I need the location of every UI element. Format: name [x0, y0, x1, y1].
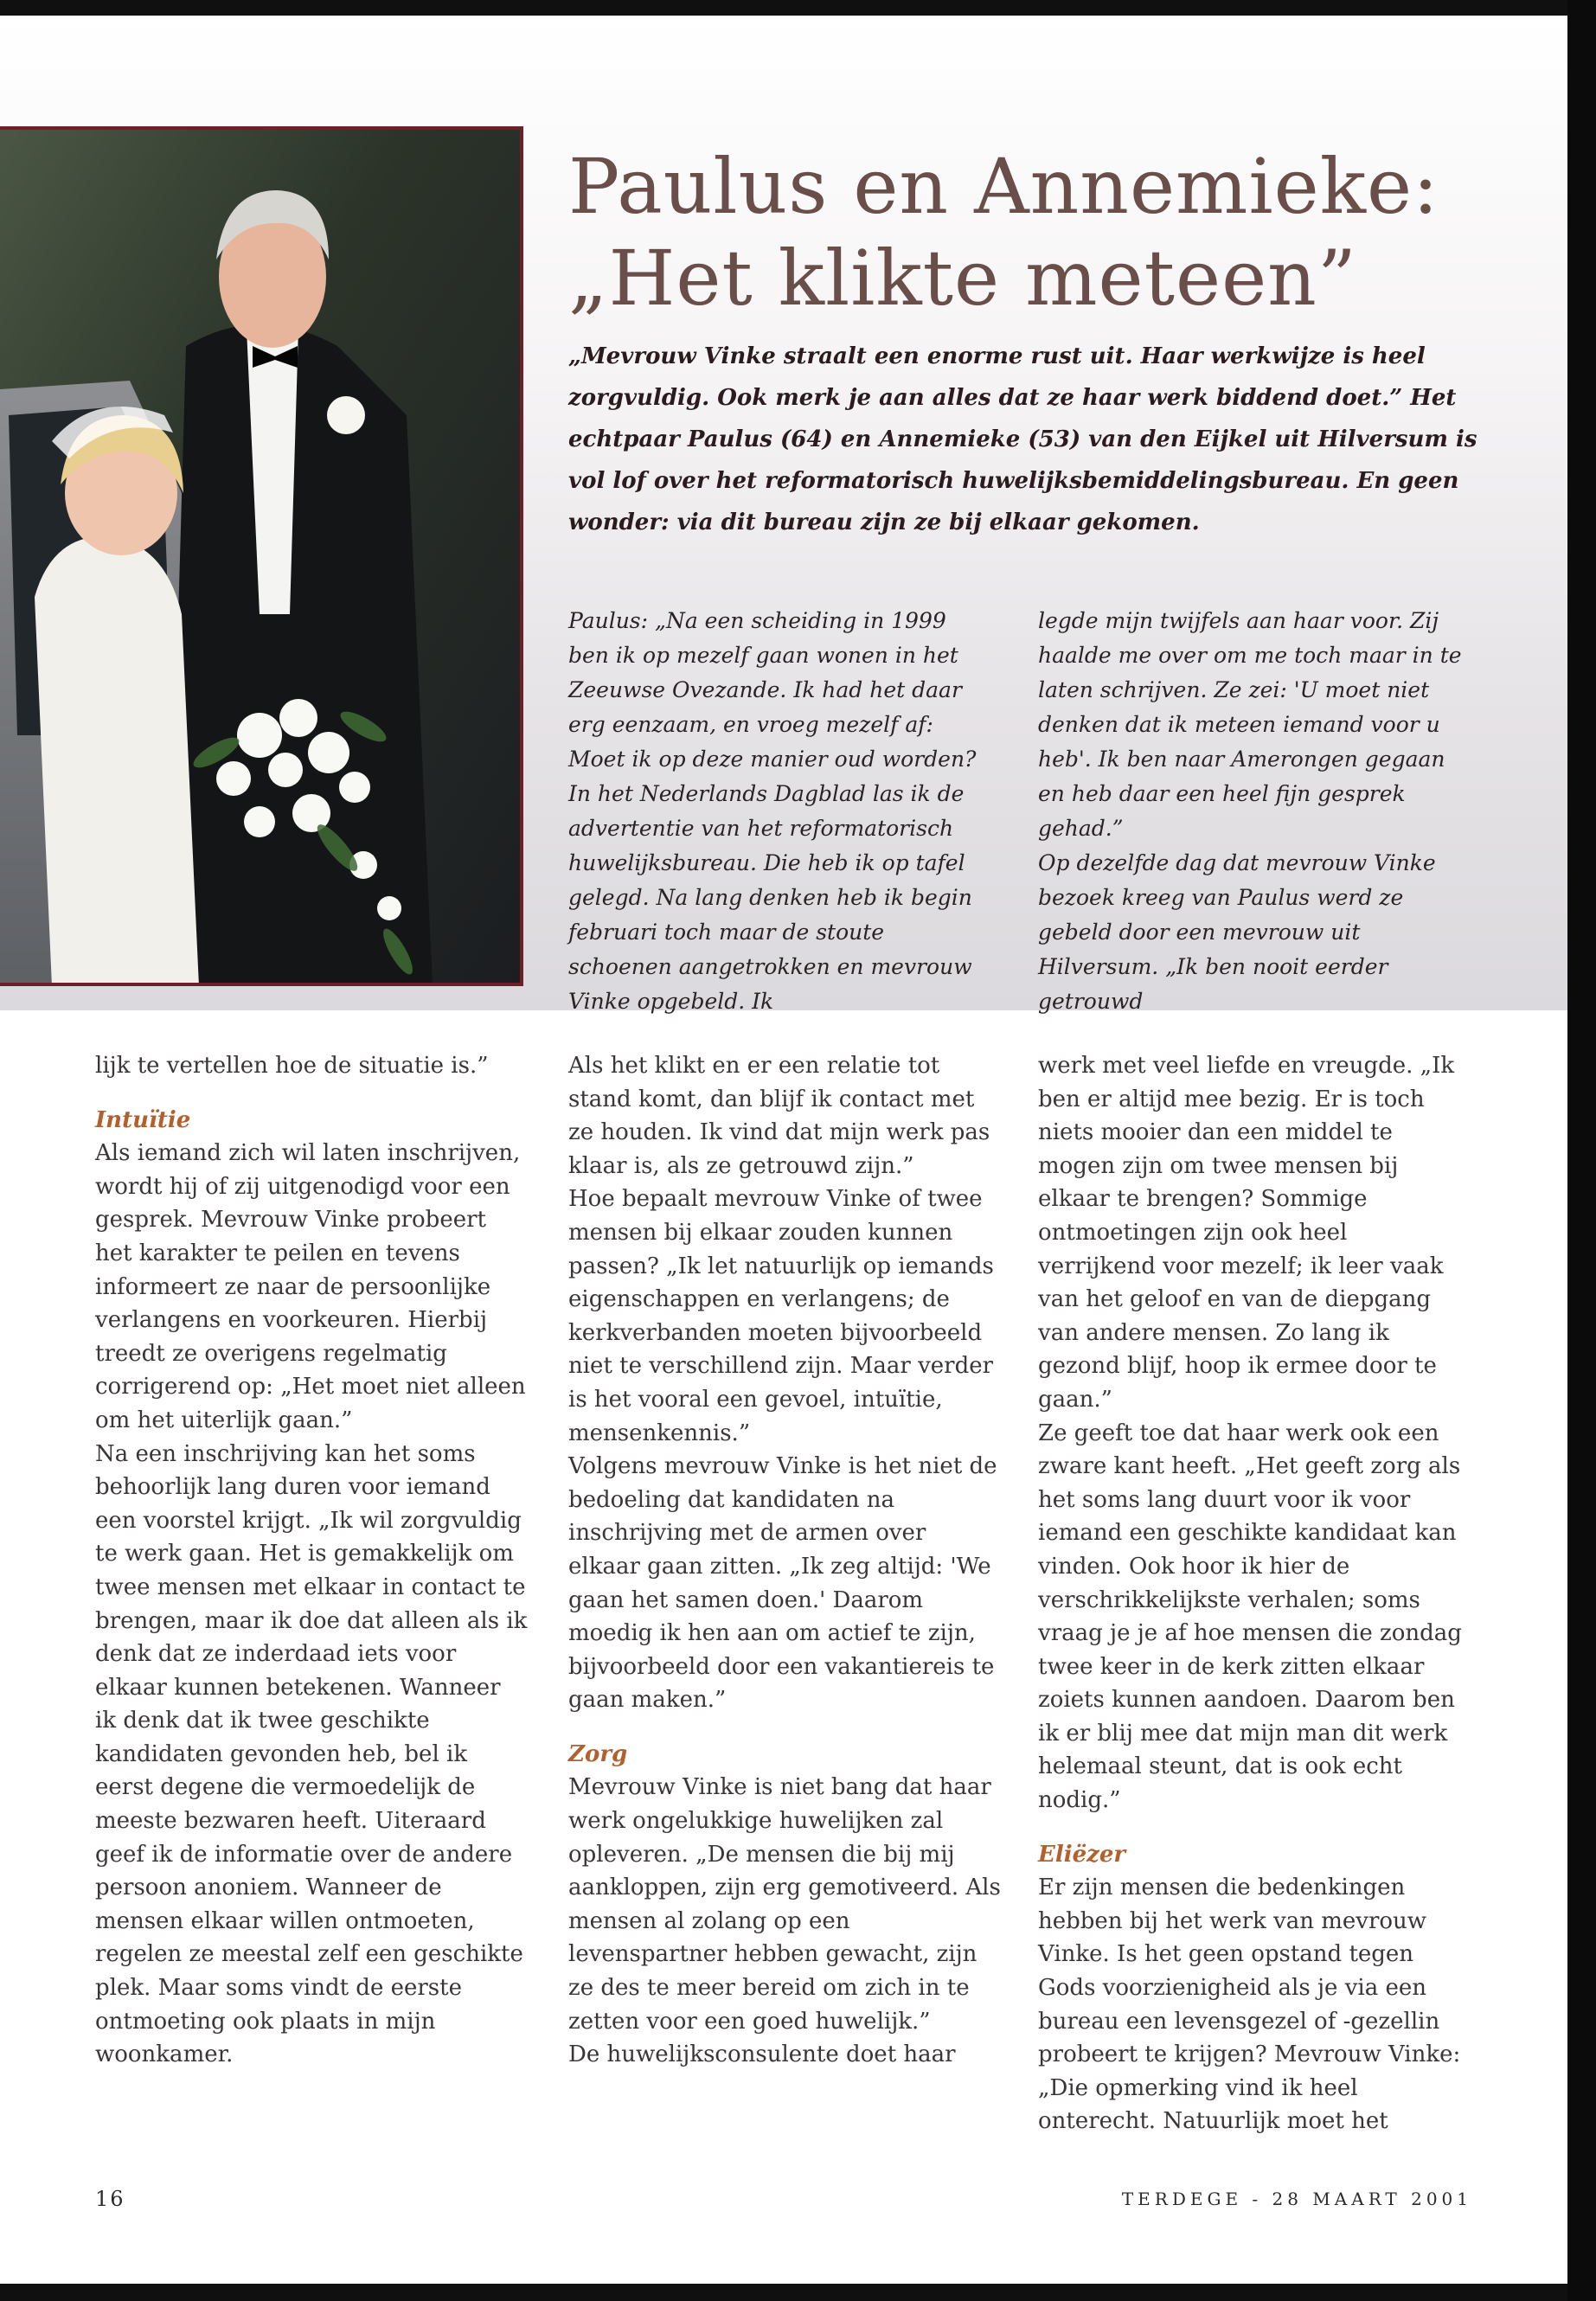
wedding-couple-photo: [0, 126, 523, 986]
italic-column-1: [568, 604, 992, 1019]
italic-paragraph: Paulus: „Na een scheiding in 1999 ben ik op mezelf gaan wonen in het Zeeuwse Ovezande. Ik had het daar erg eenzaam, en vroeg mezelf af: Moet ik op deze manier oud worden? In het Nederlands Dagblad las ik de advertentie van het reformatorisch huwelijksbureau. Die heb ik op tafel gelegd. Na lang denken heb ik begin februari toch maar de stoute schoenen aangetrokken en mevrouw Vinke opgebeld. Ik: [568, 608, 977, 1014]
section-heading: Eliëzer: [1038, 1841, 1126, 1868]
body-column-1: [95, 1049, 528, 2072]
title-line-2: „Het klikte meteen”: [568, 234, 1357, 323]
title-line-1: Paulus en Annemieke:: [568, 142, 1439, 231]
section-heading: Intuïtie: [95, 1106, 191, 1133]
publication-footer: TERDEGE - 28 MAART 2001: [1121, 2189, 1472, 2209]
body-paragraph: Na een inschrijving kan het soms behoorlijk lang duren voor iemand een voorstel krijgt. „Ik wil zorgvuldig te werk gaan. Het is gemakkelijk om twee mensen met elkaar in contact te brengen, maar ik doe dat alleen als ik denk dat ze inderdaad iets voor elkaar kunnen betekenen. Wanneer ik denk dat ik twee geschikte kandidaten gevonden heb, bel ik eerst degene die vermoedelijk de meeste bezwaren heeft. Uiteraard geef ik de informatie over de andere persoon anoniem. Wanneer de mensen elkaar willen ontmoeten, regelen ze meestal zelf een geschikte plek. Maar soms vindt de eerste ontmoeting ook plaats in mijn woonkamer.: [95, 1440, 528, 2068]
body-paragraph: Als het klikt en er een relatie tot stand komt, dan blijf ik contact met ze houden. Ik vind dat mijn werk pas klaar is, als ze getrouwd zijn.”: [568, 1053, 990, 1179]
body-paragraph: Hoe bepaalt mevrouw Vinke of twee mensen bij elkaar zouden kunnen passen? „Ik let natuurlijk op iemands eigenschappen en verlangens; de kerkverbanden moeten bijvoorbeeld niet te verschillend zijn. Maar verder is het vooral een gevoel, intuïtie, mensenkennis.”: [568, 1186, 994, 1446]
scan-edge: [1567, 0, 1596, 2301]
page-number: 16: [95, 2187, 125, 2211]
body-paragraph: Ze geeft toe dat haar werk ook een zware kant heeft. „Het geeft zorg als het soms lang duurt voor ik voor iemand een geschikte kandidaat kan vinden. Ook hoor ik hier de verschrikkelijkste verhalen; soms vraag je je af hoe mensen die zondag twee keer in de kerk zitten elkaar zoiets kunnen aandoen. Daarom ben ik er blij mee dat mijn man dit werk helemaal steunt, dat is ook echt nodig.”: [1038, 1420, 1462, 1814]
body-paragraph: Mevrouw Vinke is niet bang dat haar werk ongelukkige huwelijken zal opleveren. „De mensen die bij mij aankloppen, zijn erg gemotiveerd. Als mensen al zolang op een levenspartner hebben gewacht, zijn ze des te meer bereid om zich in te zetten voor een goed huwelijk.”: [568, 1774, 1001, 2035]
article-title: [568, 141, 1537, 324]
body-paragraph: Er zijn mensen die bedenkingen hebben bij het werk van mevrouw Vinke. Is het geen opstand tegen Gods voorzienigheid als je via een bureau een levensgezel of -gezellin probeert te krijgen? Mevrouw Vinke: „Die opmerking vind ik heel onterecht. Natuurlijk moet het: [1038, 1875, 1461, 2135]
italic-column-2: [1038, 604, 1462, 1019]
section-heading: Zorg: [568, 1740, 628, 1767]
body-column-2: [568, 1049, 1001, 2072]
body-paragraph: De huwelijksconsulente doet haar: [568, 2041, 956, 2068]
body-paragraph: werk met veel liefde en vreugde. „Ik ben er altijd mee bezig. Er is toch niets mooier dan een middel te mogen zijn om twee mensen bij elkaar te brengen? Sommige ontmoetingen zijn ook heel verrijkend voor mezelf; ik leer vaak van het geloof en van de diepgang van andere mensen. Zo lang ik gezond blijf, hoop ik ermee door te gaan.”: [1038, 1053, 1455, 1413]
body-column-3: [1038, 1049, 1471, 2138]
magazine-page: [0, 16, 1567, 2284]
body-paragraph: Als iemand zich wil laten inschrijven, wordt hij of zij uitgenodigd voor een gesprek. Mevrouw Vinke probeert het karakter te peilen en tevens informeert ze naar de persoonlijke verlangens en voorkeuren. Hierbij treedt ze overigens regelmatig corrigerend op: „Het moet niet alleen om het uiterlijk gaan.”: [95, 1140, 526, 1433]
italic-paragraph: Op dezelfde dag dat mevrouw Vinke bezoek kreeg van Paulus werd ze gebeld door een mevrouw uit Hilversum. „Ik ben nooit eerder getrouwd: [1038, 850, 1436, 1014]
body-paragraph: Volgens mevrouw Vinke is het niet de bedoeling dat kandidaten na inschrijving met de armen over elkaar gaan zitten. „Ik zeg altijd: 'We gaan het samen doen.' Daarom moedig ik hen aan om actief te zijn, bijvoorbeeld door een vakantiereis te gaan maken.”: [568, 1453, 997, 1714]
body-paragraph: lijk te vertellen hoe de situatie is.”: [95, 1053, 489, 1079]
intro-paragraph: „Mevrouw Vinke straalt een enorme rust uit. Haar werkwijze is heel zorgvuldig. Ook merk je aan alles dat ze haar werk biddend doet.” Het echtpaar Paulus (64) en Annemieke (53) van den Eijkel uit Hilversum is vol lof over het reformatorisch huwelijksbemiddelingsbureau. En geen wonder: via dit bureau zijn ze bij elkaar gekomen.: [568, 343, 1477, 535]
italic-paragraph: legde mijn twijfels aan haar voor. Zij haalde me over om me toch maar in te laten schrijven. Ze zei: 'U moet niet denken dat ik meteen iemand voor u heb'. Ik ben naar Amerongen gegaan en heb daar een heel fijn gesprek gehad.”: [1038, 608, 1462, 841]
